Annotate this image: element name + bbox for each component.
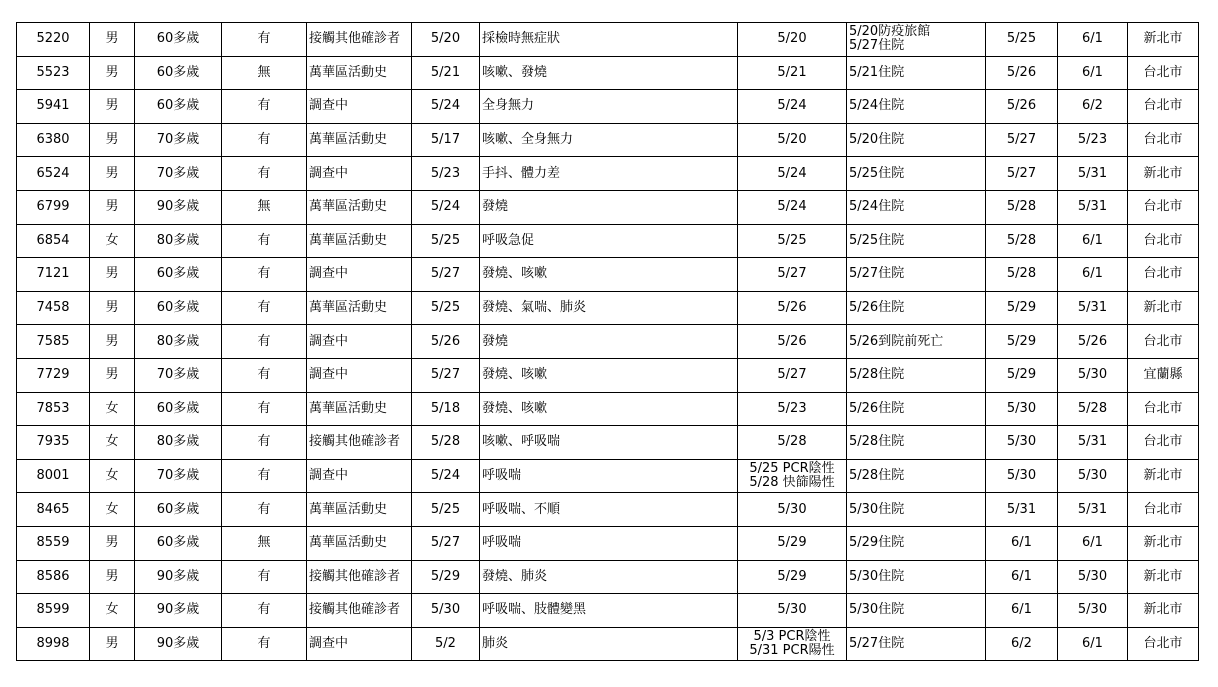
chronic-history-cell: 有	[222, 560, 307, 594]
test-date-cell-line: 5/23	[777, 400, 807, 416]
test-date-cell-line: 5/26	[777, 333, 807, 349]
test-date-cell-line: 5/25	[777, 232, 807, 248]
death-date-cell: 5/30	[986, 392, 1058, 426]
test-date-cell	[738, 23, 847, 57]
infection-source-cell: 調查中	[307, 358, 412, 392]
chronic-history-cell: 有	[222, 459, 307, 493]
symptoms-cell: 呼吸喘、肢體變黑	[480, 594, 738, 628]
isolation-status-cell-line: 5/27住院	[849, 635, 905, 651]
onset-date-cell: 5/18	[412, 392, 480, 426]
onset-date-cell: 5/26	[412, 325, 480, 359]
confirm-date-cell: 5/31	[1058, 291, 1128, 325]
age-cell: 60多歲	[135, 291, 222, 325]
test-date-cell-line: 5/21	[777, 64, 807, 80]
age-cell: 60多歲	[135, 56, 222, 90]
chronic-history-cell: 有	[222, 291, 307, 325]
confirm-date-cell: 5/30	[1058, 560, 1128, 594]
sex-cell: 男	[90, 627, 135, 661]
onset-date-cell: 5/27	[412, 526, 480, 560]
death-date-cell: 5/25	[986, 23, 1058, 57]
city-cell: 新北市	[1128, 23, 1199, 57]
case-id-cell: 6799	[17, 190, 90, 224]
test-date-cell-line: 5/28	[777, 434, 807, 450]
symptoms-cell: 發燒	[480, 325, 738, 359]
symptoms-cell: 發燒、咳嗽	[480, 392, 738, 426]
isolation-status-cell	[847, 526, 986, 560]
death-date-cell: 5/28	[986, 258, 1058, 292]
death-date-cell: 5/30	[986, 459, 1058, 493]
sex-cell: 女	[90, 594, 135, 628]
age-cell: 60多歲	[135, 90, 222, 124]
city-cell: 新北市	[1128, 526, 1199, 560]
chronic-history-cell: 有	[222, 392, 307, 426]
table-row	[17, 291, 1199, 325]
test-date-cell	[738, 493, 847, 527]
chronic-history-cell: 有	[222, 224, 307, 258]
confirm-date-cell: 5/30	[1058, 594, 1128, 628]
onset-date-cell: 5/28	[412, 426, 480, 460]
confirm-date-cell: 6/1	[1058, 23, 1128, 57]
city-cell: 台北市	[1128, 426, 1199, 460]
infection-source-cell: 調查中	[307, 157, 412, 191]
test-date-cell	[738, 392, 847, 426]
table-row	[17, 190, 1199, 224]
symptoms-cell: 發燒	[480, 190, 738, 224]
chronic-history-cell: 有	[222, 594, 307, 628]
isolation-status-cell	[847, 594, 986, 628]
test-date-cell-line: 5/26	[777, 300, 807, 316]
table-row	[17, 627, 1199, 661]
confirm-date-cell: 5/31	[1058, 190, 1128, 224]
isolation-status-cell-line: 5/20防疫旅館	[849, 24, 931, 40]
confirm-date-cell: 6/1	[1058, 56, 1128, 90]
isolation-status-cell-line: 5/29住院	[849, 535, 905, 551]
case-id-cell: 5220	[17, 23, 90, 57]
confirm-date-cell: 5/30	[1058, 459, 1128, 493]
isolation-status-cell	[847, 627, 986, 661]
test-date-cell	[738, 190, 847, 224]
confirm-date-cell: 5/31	[1058, 493, 1128, 527]
death-date-cell: 5/26	[986, 90, 1058, 124]
test-date-cell-line: 5/30	[777, 602, 807, 618]
symptoms-cell: 發燒、咳嗽	[480, 258, 738, 292]
city-cell: 宜蘭縣	[1128, 358, 1199, 392]
sex-cell: 男	[90, 560, 135, 594]
case-id-cell: 8586	[17, 560, 90, 594]
confirm-date-cell: 5/28	[1058, 392, 1128, 426]
city-cell: 台北市	[1128, 627, 1199, 661]
city-cell: 新北市	[1128, 459, 1199, 493]
isolation-status-cell-line: 5/25住院	[849, 232, 905, 248]
onset-date-cell: 5/20	[412, 23, 480, 57]
sex-cell: 男	[90, 90, 135, 124]
symptoms-cell: 呼吸喘、不順	[480, 493, 738, 527]
table-row	[17, 493, 1199, 527]
case-id-cell: 7458	[17, 291, 90, 325]
isolation-status-cell	[847, 493, 986, 527]
test-date-cell-line: 5/27	[777, 266, 807, 282]
isolation-status-cell-line: 5/26住院	[849, 300, 905, 316]
city-cell: 新北市	[1128, 594, 1199, 628]
onset-date-cell: 5/30	[412, 594, 480, 628]
death-date-cell: 5/29	[986, 291, 1058, 325]
isolation-status-cell-line: 5/27住院	[849, 38, 905, 54]
death-date-cell: 5/31	[986, 493, 1058, 527]
symptoms-cell: 咳嗽、發燒	[480, 56, 738, 90]
test-date-cell	[738, 123, 847, 157]
death-date-cell: 6/1	[986, 526, 1058, 560]
case-id-cell: 7121	[17, 258, 90, 292]
chronic-history-cell: 有	[222, 325, 307, 359]
test-date-cell-line: 5/31 PCR陽性	[749, 642, 835, 658]
table-row	[17, 23, 1199, 57]
test-date-cell	[738, 426, 847, 460]
case-id-cell: 8599	[17, 594, 90, 628]
test-date-cell-line: 5/20	[777, 31, 807, 47]
infection-source-cell: 調查中	[307, 258, 412, 292]
case-id-cell: 8559	[17, 526, 90, 560]
onset-date-cell: 5/24	[412, 459, 480, 493]
case-id-cell: 5941	[17, 90, 90, 124]
death-date-cell: 5/30	[986, 426, 1058, 460]
table-row	[17, 560, 1199, 594]
age-cell: 90多歲	[135, 560, 222, 594]
isolation-status-cell-line: 5/30住院	[849, 568, 905, 584]
onset-date-cell: 5/25	[412, 291, 480, 325]
case-id-cell: 6380	[17, 123, 90, 157]
symptoms-cell: 咳嗽、全身無力	[480, 123, 738, 157]
test-date-cell	[738, 358, 847, 392]
symptoms-cell: 發燒、咳嗽	[480, 358, 738, 392]
case-id-cell: 7935	[17, 426, 90, 460]
test-date-cell	[738, 291, 847, 325]
sex-cell: 女	[90, 459, 135, 493]
case-id-cell: 8998	[17, 627, 90, 661]
test-date-cell	[738, 459, 847, 493]
chronic-history-cell: 有	[222, 493, 307, 527]
onset-date-cell: 5/27	[412, 258, 480, 292]
city-cell: 台北市	[1128, 224, 1199, 258]
isolation-status-cell-line: 5/27住院	[849, 266, 905, 282]
confirm-date-cell: 6/1	[1058, 224, 1128, 258]
infection-source-cell: 萬華區活動史	[307, 493, 412, 527]
isolation-status-cell-line: 5/28住院	[849, 468, 905, 484]
confirm-date-cell: 5/31	[1058, 157, 1128, 191]
city-cell: 台北市	[1128, 392, 1199, 426]
isolation-status-cell-line: 5/26到院前死亡	[849, 333, 944, 349]
age-cell: 60多歲	[135, 526, 222, 560]
age-cell: 90多歲	[135, 594, 222, 628]
isolation-status-cell	[847, 426, 986, 460]
confirm-date-cell: 6/1	[1058, 526, 1128, 560]
death-date-cell: 5/27	[986, 123, 1058, 157]
death-date-cell: 6/2	[986, 627, 1058, 661]
test-date-cell	[738, 224, 847, 258]
table-row	[17, 325, 1199, 359]
age-cell: 90多歲	[135, 190, 222, 224]
death-date-cell: 5/29	[986, 325, 1058, 359]
symptoms-cell: 咳嗽、呼吸喘	[480, 426, 738, 460]
chronic-history-cell: 無	[222, 190, 307, 224]
death-date-cell: 6/1	[986, 560, 1058, 594]
city-cell: 台北市	[1128, 493, 1199, 527]
test-date-cell-line: 5/28 快篩陽性	[749, 475, 835, 491]
isolation-status-cell	[847, 560, 986, 594]
isolation-status-cell	[847, 123, 986, 157]
infection-source-cell: 接觸其他確診者	[307, 594, 412, 628]
onset-date-cell: 5/27	[412, 358, 480, 392]
age-cell: 70多歲	[135, 459, 222, 493]
age-cell: 60多歲	[135, 23, 222, 57]
infection-source-cell: 萬華區活動史	[307, 190, 412, 224]
age-cell: 80多歲	[135, 224, 222, 258]
table-row	[17, 90, 1199, 124]
death-date-cell: 5/28	[986, 190, 1058, 224]
sex-cell: 男	[90, 56, 135, 90]
city-cell: 台北市	[1128, 258, 1199, 292]
infection-source-cell: 調查中	[307, 325, 412, 359]
sex-cell: 男	[90, 325, 135, 359]
symptoms-cell: 全身無力	[480, 90, 738, 124]
table-row	[17, 526, 1199, 560]
test-date-cell	[738, 594, 847, 628]
death-date-cell: 6/1	[986, 594, 1058, 628]
chronic-history-cell: 有	[222, 358, 307, 392]
table-row	[17, 258, 1199, 292]
infection-source-cell: 調查中	[307, 90, 412, 124]
case-table	[16, 22, 1199, 661]
table-row	[17, 157, 1199, 191]
symptoms-cell: 手抖、體力差	[480, 157, 738, 191]
isolation-status-cell-line: 5/21住院	[849, 64, 905, 80]
table-row	[17, 224, 1199, 258]
sex-cell: 女	[90, 224, 135, 258]
city-cell: 新北市	[1128, 560, 1199, 594]
chronic-history-cell: 無	[222, 526, 307, 560]
table-row	[17, 459, 1199, 493]
age-cell: 70多歲	[135, 358, 222, 392]
isolation-status-cell-line: 5/24住院	[849, 98, 905, 114]
confirm-date-cell: 5/26	[1058, 325, 1128, 359]
isolation-status-cell	[847, 190, 986, 224]
isolation-status-cell-line: 5/24住院	[849, 199, 905, 215]
sex-cell: 男	[90, 291, 135, 325]
confirm-date-cell: 6/1	[1058, 627, 1128, 661]
case-id-cell: 7585	[17, 325, 90, 359]
infection-source-cell: 接觸其他確診者	[307, 426, 412, 460]
city-cell: 台北市	[1128, 56, 1199, 90]
onset-date-cell: 5/21	[412, 56, 480, 90]
infection-source-cell: 萬華區活動史	[307, 123, 412, 157]
sex-cell: 男	[90, 258, 135, 292]
infection-source-cell: 接觸其他確診者	[307, 23, 412, 57]
sex-cell: 男	[90, 526, 135, 560]
isolation-status-cell	[847, 90, 986, 124]
onset-date-cell: 5/25	[412, 224, 480, 258]
test-date-cell-line: 5/25 PCR陰性	[749, 461, 835, 477]
test-date-cell	[738, 627, 847, 661]
isolation-status-cell-line: 5/25住院	[849, 165, 905, 181]
sex-cell: 女	[90, 392, 135, 426]
chronic-history-cell: 有	[222, 90, 307, 124]
test-date-cell-line: 5/24	[777, 165, 807, 181]
test-date-cell-line: 5/24	[777, 199, 807, 215]
onset-date-cell: 5/29	[412, 560, 480, 594]
isolation-status-cell-line: 5/30住院	[849, 602, 905, 618]
infection-source-cell: 萬華區活動史	[307, 224, 412, 258]
city-cell: 新北市	[1128, 291, 1199, 325]
chronic-history-cell: 有	[222, 426, 307, 460]
test-date-cell-line: 5/30	[777, 501, 807, 517]
infection-source-cell: 調查中	[307, 459, 412, 493]
test-date-cell	[738, 56, 847, 90]
test-date-cell	[738, 90, 847, 124]
isolation-status-cell-line: 5/20住院	[849, 132, 905, 148]
isolation-status-cell	[847, 224, 986, 258]
death-date-cell: 5/27	[986, 157, 1058, 191]
sex-cell: 男	[90, 157, 135, 191]
onset-date-cell: 5/24	[412, 90, 480, 124]
confirm-date-cell: 5/31	[1058, 426, 1128, 460]
symptoms-cell: 肺炎	[480, 627, 738, 661]
isolation-status-cell-line: 5/30住院	[849, 501, 905, 517]
chronic-history-cell: 無	[222, 56, 307, 90]
infection-source-cell: 萬華區活動史	[307, 291, 412, 325]
symptoms-cell: 採檢時無症狀	[480, 23, 738, 57]
death-date-cell: 5/28	[986, 224, 1058, 258]
chronic-history-cell: 有	[222, 23, 307, 57]
table-row	[17, 594, 1199, 628]
isolation-status-cell	[847, 291, 986, 325]
test-date-cell	[738, 325, 847, 359]
infection-source-cell: 調查中	[307, 627, 412, 661]
test-date-cell-line: 5/29	[777, 535, 807, 551]
test-date-cell	[738, 526, 847, 560]
isolation-status-cell	[847, 358, 986, 392]
isolation-status-cell	[847, 325, 986, 359]
isolation-status-cell-line: 5/28住院	[849, 434, 905, 450]
onset-date-cell: 5/17	[412, 123, 480, 157]
chronic-history-cell: 有	[222, 123, 307, 157]
sex-cell: 男	[90, 23, 135, 57]
death-date-cell: 5/29	[986, 358, 1058, 392]
chronic-history-cell: 有	[222, 627, 307, 661]
age-cell: 60多歲	[135, 258, 222, 292]
chronic-history-cell: 有	[222, 157, 307, 191]
chronic-history-cell: 有	[222, 258, 307, 292]
infection-source-cell: 萬華區活動史	[307, 56, 412, 90]
age-cell: 90多歲	[135, 627, 222, 661]
city-cell: 台北市	[1128, 190, 1199, 224]
test-date-cell	[738, 258, 847, 292]
case-id-cell: 8465	[17, 493, 90, 527]
isolation-status-cell	[847, 392, 986, 426]
infection-source-cell: 萬華區活動史	[307, 392, 412, 426]
symptoms-cell: 發燒、肺炎	[480, 560, 738, 594]
test-date-cell-line: 5/24	[777, 98, 807, 114]
isolation-status-cell	[847, 459, 986, 493]
city-cell: 台北市	[1128, 90, 1199, 124]
test-date-cell	[738, 157, 847, 191]
onset-date-cell: 5/23	[412, 157, 480, 191]
sex-cell: 女	[90, 426, 135, 460]
age-cell: 80多歲	[135, 426, 222, 460]
case-id-cell: 7729	[17, 358, 90, 392]
age-cell: 70多歲	[135, 123, 222, 157]
test-date-cell-line: 5/29	[777, 568, 807, 584]
isolation-status-cell	[847, 56, 986, 90]
isolation-status-cell	[847, 157, 986, 191]
sex-cell: 女	[90, 493, 135, 527]
confirm-date-cell: 6/2	[1058, 90, 1128, 124]
age-cell: 60多歲	[135, 392, 222, 426]
city-cell: 新北市	[1128, 157, 1199, 191]
city-cell: 台北市	[1128, 325, 1199, 359]
table-row	[17, 392, 1199, 426]
case-id-cell: 8001	[17, 459, 90, 493]
death-date-cell: 5/26	[986, 56, 1058, 90]
table-row	[17, 426, 1199, 460]
case-id-cell: 6854	[17, 224, 90, 258]
isolation-status-cell	[847, 23, 986, 57]
test-date-cell-line: 5/3 PCR陰性	[753, 628, 831, 644]
infection-source-cell: 接觸其他確診者	[307, 560, 412, 594]
confirm-date-cell: 5/30	[1058, 358, 1128, 392]
onset-date-cell: 5/24	[412, 190, 480, 224]
case-id-cell: 7853	[17, 392, 90, 426]
case-table-body	[17, 23, 1199, 661]
symptoms-cell: 發燒、氣喘、肺炎	[480, 291, 738, 325]
test-date-cell	[738, 560, 847, 594]
isolation-status-cell	[847, 258, 986, 292]
confirm-date-cell: 5/23	[1058, 123, 1128, 157]
infection-source-cell: 萬華區活動史	[307, 526, 412, 560]
onset-date-cell: 5/2	[412, 627, 480, 661]
age-cell: 70多歲	[135, 157, 222, 191]
test-date-cell-line: 5/27	[777, 367, 807, 383]
sex-cell: 男	[90, 358, 135, 392]
symptoms-cell: 呼吸急促	[480, 224, 738, 258]
isolation-status-cell-line: 5/28住院	[849, 367, 905, 383]
table-row	[17, 358, 1199, 392]
city-cell: 台北市	[1128, 123, 1199, 157]
age-cell: 80多歲	[135, 325, 222, 359]
isolation-status-cell-line: 5/26住院	[849, 400, 905, 416]
age-cell: 60多歲	[135, 493, 222, 527]
table-row	[17, 56, 1199, 90]
confirm-date-cell: 6/1	[1058, 258, 1128, 292]
symptoms-cell: 呼吸喘	[480, 459, 738, 493]
case-id-cell: 5523	[17, 56, 90, 90]
table-row	[17, 123, 1199, 157]
symptoms-cell: 呼吸喘	[480, 526, 738, 560]
case-id-cell: 6524	[17, 157, 90, 191]
test-date-cell-line: 5/20	[777, 132, 807, 148]
onset-date-cell: 5/25	[412, 493, 480, 527]
sex-cell: 男	[90, 190, 135, 224]
sex-cell: 男	[90, 123, 135, 157]
